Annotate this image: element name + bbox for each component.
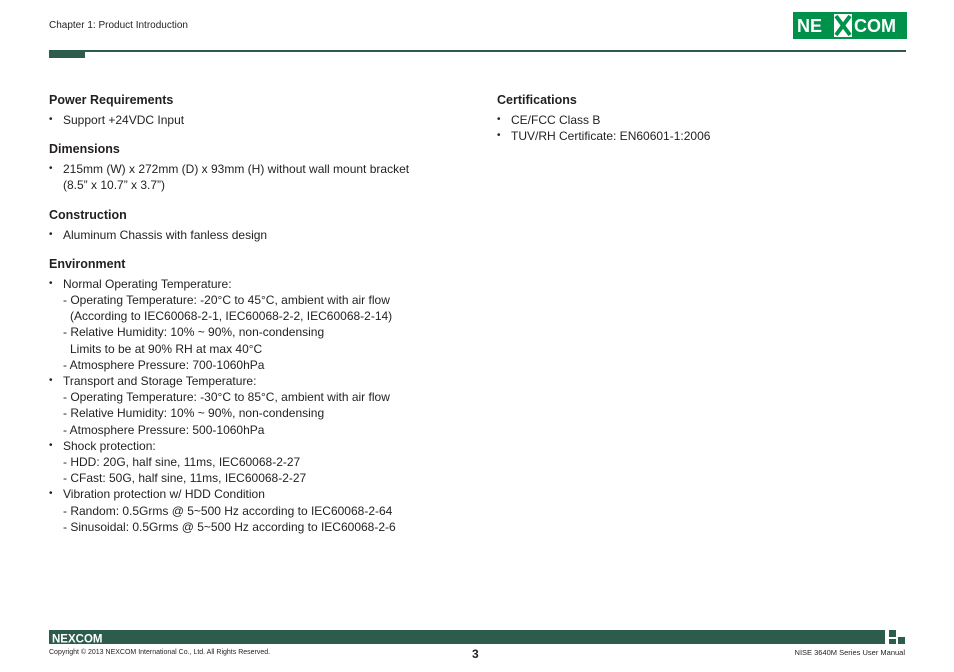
vibration-random: - Random: 0.5Grms @ 5~500 Hz according to IEC60068-2-64 [63, 503, 393, 518]
copyright-text: Copyright © 2013 NEXCOM International Co., Ltd. All Rights Reserved. [49, 649, 271, 656]
header-tab [49, 50, 85, 58]
list-item: • Aluminum Chassis with fanless design [49, 227, 449, 243]
power-section [49, 93, 449, 128]
logo-ne: NE [797, 16, 823, 36]
storage-pressure: - Atmosphere Pressure: 500-1060hPa [63, 422, 265, 437]
footer-square-icon [889, 639, 896, 644]
storage-humidity: - Relative Humidity: 10% ~ 90%, non-condensing [63, 406, 325, 421]
list-item: • Transport and Storage Temperature: [49, 373, 449, 389]
footer-nexcom-logo [52, 631, 110, 649]
list-item: • Support +24VDC Input [49, 112, 449, 128]
list-item: • Vibration protection w/ HDD Condition [49, 486, 449, 502]
construction-section [49, 208, 449, 243]
footer-bar [49, 630, 885, 644]
chapter-title: Chapter 1: Product Introduction [49, 20, 188, 31]
normal-humidity-limit: Limits to be at 90% RH at max 40°C [70, 341, 263, 356]
normal-pressure: - Atmosphere Pressure: 700-1060hPa [63, 357, 265, 372]
shock-cfast: - CFast: 50G, half sine, 11ms, IEC60068-2-27 [63, 471, 307, 486]
logo-com: COM [854, 16, 896, 36]
footer-square-icon [898, 637, 905, 644]
list-item: • Normal Operating Temperature: [49, 276, 449, 292]
list-item [49, 161, 449, 193]
certifications-section [497, 93, 897, 144]
nexcom-logo [793, 12, 907, 39]
left-column [49, 93, 449, 535]
shock-hdd: - HDD: 20G, half sine, 11ms, IEC60068-2-27 [63, 455, 301, 470]
storage-op-temp: - Operating Temperature: -30°C to 85°C, ambient with air flow [63, 390, 390, 405]
normal-op-temp-ref: (According to IEC60068-2-1, IEC60068-2-2, IEC60068-2-14) [70, 309, 393, 324]
dimensions-line2: (8.5” x 10.7” x 3.7”) [63, 178, 166, 193]
footer-logo-text: NEXCOM [52, 633, 103, 644]
manual-title: NISE 3640M Series User Manual [794, 648, 905, 657]
normal-op-temp: - Operating Temperature: -20°C to 45°C, ambient with air flow [63, 293, 390, 308]
normal-humidity: - Relative Humidity: 10% ~ 90%, non-condensing [63, 325, 325, 340]
certifications-heading: Certifications [497, 93, 577, 107]
dimensions-heading: Dimensions [49, 142, 120, 157]
right-column [497, 93, 897, 144]
power-heading: Power Requirements [49, 93, 174, 107]
vibration-sinusoidal: - Sinusoidal: 0.5Grms @ 5~500 Hz according to IEC60068-2-6 [63, 519, 396, 534]
header-rule [49, 50, 906, 52]
page-number: 3 [472, 647, 479, 661]
dimensions-section [49, 142, 449, 193]
list-item: • TUV/RH Certificate: EN60601-1:2006 [497, 128, 897, 144]
environment-section [49, 257, 449, 535]
dimensions-line1: 215mm (W) x 272mm (D) x 93mm (H) without wall mount bracket [63, 162, 410, 177]
footer-square-icon [889, 630, 896, 637]
construction-heading: Construction [49, 207, 127, 222]
list-item: • CE/FCC Class B [497, 112, 897, 128]
list-item: • Shock protection: [49, 438, 449, 454]
environment-heading: Environment [49, 256, 126, 271]
